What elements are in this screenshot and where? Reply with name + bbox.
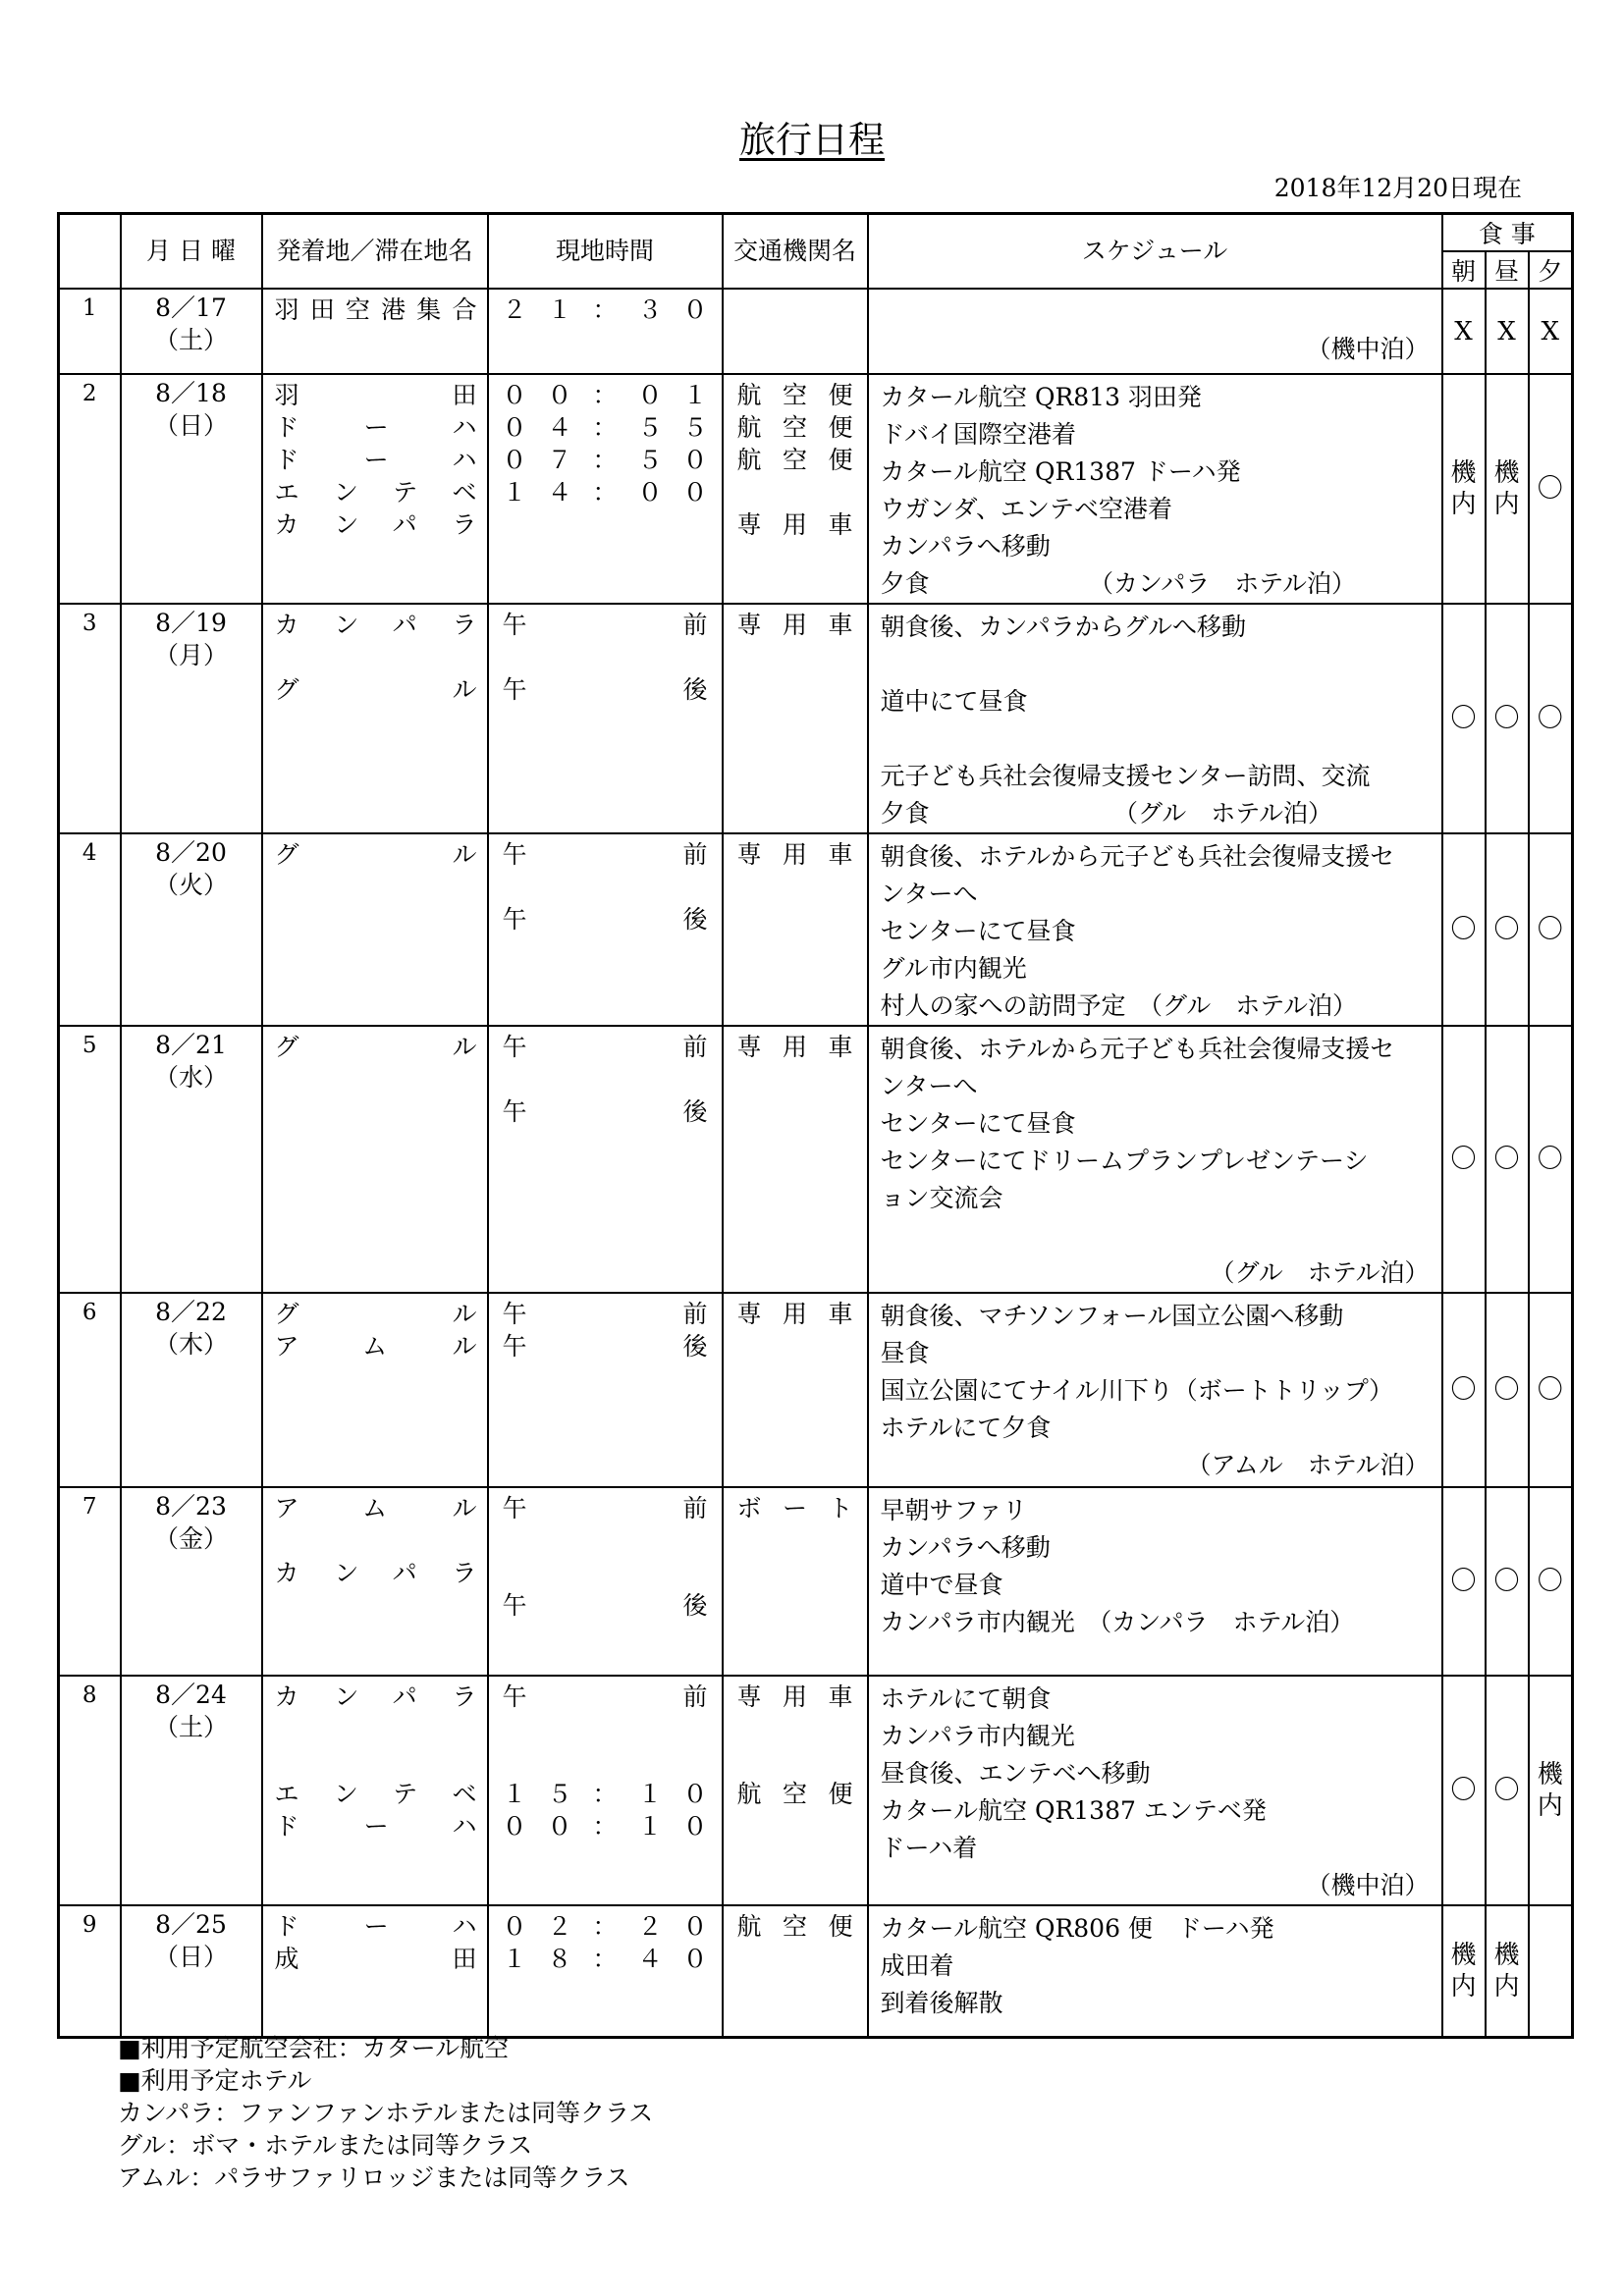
meal-lunch: 〇 [1486,604,1529,833]
transport-cell [723,1487,868,1676]
schedule-line [881,646,1430,683]
date-text: 8／25 [155,1910,227,1939]
place-line: カンパラ [274,510,477,539]
schedule-line: 昼食 [880,1339,930,1367]
day-number: 6 [59,1293,121,1487]
weekday-text: （金） [153,1524,228,1553]
time-line: ０２：２０ [502,1912,708,1941]
weekday-text: （木） [153,1330,228,1359]
transport-cell [723,374,868,604]
time-line [503,1557,708,1589]
schedule-line: ホテルにて朝食 [880,1684,1052,1713]
transport-line: 航空便 [736,1912,853,1941]
transport-line: 航空便 [736,413,853,442]
meal-dinner: X [1529,289,1573,374]
transport-cell [723,1905,868,2037]
transport-line: ボート [736,1494,853,1522]
meal-lunch: 〇 [1486,1293,1529,1487]
table-row [59,604,1573,833]
place-cell [262,1676,488,1905]
transport-line [737,1745,853,1778]
schedule-line: 朝食後、マチソンフォール国立公園へ移動 [880,1302,1344,1330]
meal-lunch: 〇 [1486,1487,1529,1676]
header-time: 現地時間 [488,214,723,290]
schedule-line: グル市内観光 [880,954,1027,983]
transport-line: 専用車 [736,840,853,869]
header-meals: 食 事 [1442,214,1573,252]
notes [118,2032,653,2194]
place-line: グル [274,1300,477,1328]
schedule-line: 夕食 （グル ホテル泊） [880,799,1333,828]
meal-lunch: 〇 [1486,833,1529,1026]
table-row [59,289,1573,374]
schedule-line: 昼食後、エンテベへ移動 [880,1759,1151,1788]
day-date [121,1905,262,2037]
itinerary-table [57,212,1574,2039]
time-line: 午後 [502,1591,708,1620]
transport-line [737,1713,853,1745]
time-cell [488,1905,723,2037]
time-cell [488,289,723,374]
header-breakfast: 朝 [1442,251,1486,289]
transport-cell [723,289,868,374]
place-cell [262,604,488,833]
schedule-line: 朝食後、ホテルから元子ども兵社会復帰支援セ [880,1035,1395,1063]
schedule-line: カンパラ市内観光 [880,1722,1075,1750]
schedule-line: ンターへ [880,1072,978,1100]
schedule-line: センターにてドリームプランプレゼンテーシ [880,1147,1369,1175]
meal-dinner: 〇 [1529,833,1573,1026]
page-title: 旅行日程 [739,119,885,161]
place-line: 羽田空港集合 [274,295,477,324]
place-line [275,1524,477,1557]
transport-cell [723,604,868,833]
day-date [121,374,262,604]
meal-lunch: X [1486,289,1529,374]
weekday-text: （火） [153,871,228,899]
meal-breakfast: 〇 [1442,1026,1486,1293]
schedule-line: 元子ども兵社会復帰支援センター訪問、交流 [880,762,1371,790]
weekday-text: （水） [153,1063,228,1092]
weekday-text: （土） [153,1713,228,1741]
day-number: 5 [59,1026,121,1293]
meal-dinner [1529,1905,1573,2037]
schedule-line: センターにて昼食 [880,917,1076,945]
time-line: 午後 [502,1332,708,1361]
time-cell [488,833,723,1026]
meal-dinner: 〇 [1529,1026,1573,1293]
note-hotel-amuru: アムル：パラサファリロッジまたは同等クラス [118,2163,630,2192]
transport-cell [723,1293,868,1487]
meal-breakfast: 〇 [1442,1293,1486,1487]
day-number: 3 [59,604,121,833]
day-number: 2 [59,374,121,604]
schedule-line: （グル ホテル泊） [1210,1258,1430,1287]
time-line: 午後 [502,905,708,934]
schedule-cell [868,289,1442,374]
day-number: 4 [59,833,121,1026]
table-row [59,1676,1573,1905]
schedule-cell [868,1026,1442,1293]
schedule-line: カンパラへ移動 [880,1533,1051,1562]
meal-lunch: 機内 [1486,374,1529,604]
place-cell [262,374,488,604]
schedule-line: ョン交流会 [880,1184,1003,1212]
transport-line: 航空便 [736,446,853,474]
schedule-line: カンパラ市内観光 （カンパラ ホテル泊） [880,1608,1355,1636]
table-row [59,1905,1573,2037]
schedule-line: 国立公園にてナイル川下り（ボートトリップ） [880,1376,1394,1405]
place-line: カンパラ [274,611,477,639]
schedule-line: ドバイ国際空港着 [880,420,1077,449]
day-number: 7 [59,1487,121,1676]
date-text: 8／19 [155,609,227,637]
time-line: 午後 [502,675,708,704]
place-line: エンテベ [274,1780,477,1808]
weekday-text: （日） [153,411,228,440]
schedule-line: センターにて昼食 [880,1109,1076,1138]
date-text: 8／17 [155,294,227,322]
note-hotel-kampala: カンパラ：ファンファンホテルまたは同等クラス [118,2099,654,2127]
date-text: 8／23 [155,1492,227,1521]
schedule-cell [868,604,1442,833]
time-line: 午後 [502,1097,708,1126]
meal-lunch: 〇 [1486,1676,1529,1905]
transport-line: 専用車 [736,1300,853,1328]
meal-dinner: 〇 [1529,1487,1573,1676]
meal-breakfast: 機内 [1442,1905,1486,2037]
schedule-line [881,294,1430,331]
transport-line: 航空便 [736,381,853,409]
schedule-cell [868,1293,1442,1487]
day-date [121,1676,262,1905]
time-line: ０７：５０ [502,446,708,474]
place-line: アムル [274,1332,477,1361]
time-line: 午前 [502,1494,708,1522]
schedule-cell [868,1676,1442,1905]
time-line: ００：１０ [502,1812,708,1841]
schedule-cell [868,1905,1442,2037]
date-text: 8／22 [155,1298,227,1326]
meal-breakfast: 〇 [1442,833,1486,1026]
table-row [59,1487,1573,1676]
schedule-line: （機中泊） [1306,1871,1430,1899]
day-date [121,289,262,374]
schedule-line: 村人の家への訪問予定 （グル ホテル泊） [880,991,1358,1020]
day-number: 1 [59,289,121,374]
place-line: グル [274,1033,477,1061]
day-date [121,833,262,1026]
place-line [275,1745,477,1778]
transport-line: 専用車 [736,611,853,639]
note-hotel-gulu: グル：ボマ・ホテルまたは同等クラス [118,2131,533,2160]
meal-breakfast: 〇 [1442,604,1486,833]
place-line: エンテベ [274,478,477,507]
transport-line [737,476,853,508]
schedule-line [881,721,1430,758]
meal-dinner: 機内 [1529,1676,1573,1905]
day-date [121,1487,262,1676]
table-row [59,1026,1573,1293]
schedule-cell [868,1487,1442,1676]
place-line: 羽田 [274,381,477,409]
place-line [275,1713,477,1745]
schedule-line: 早朝サファリ [880,1496,1028,1524]
schedule-line: 道中で昼食 [880,1571,1003,1599]
day-number: 8 [59,1676,121,1905]
place-line: アムル [274,1494,477,1522]
schedule-line: ドーハ着 [880,1834,978,1862]
time-cell [488,1487,723,1676]
itinerary-rows [59,289,1573,2037]
place-line: グル [274,675,477,704]
place-cell [262,1026,488,1293]
meal-dinner: 〇 [1529,374,1573,604]
place-line: グル [274,840,477,869]
transport-cell [723,1676,868,1905]
meal-breakfast: 〇 [1442,1676,1486,1905]
meal-breakfast: X [1442,289,1486,374]
place-cell [262,289,488,374]
date-text: 8／24 [155,1681,227,1709]
schedule-cell [868,374,1442,604]
time-line: 午前 [502,611,708,639]
transport-line: 専用車 [736,1033,853,1061]
time-line: ００：０１ [502,381,708,409]
place-line: ドーハ [274,413,477,442]
schedule-line: カタール航空 QR1387 エンテベ発 [880,1796,1267,1825]
day-date [121,604,262,833]
time-cell [488,1676,723,1905]
header-num [59,214,121,290]
header-schedule: スケジュール [868,214,1442,290]
header-date: 月 日 曜 [121,214,262,290]
table-row [59,833,1573,1026]
time-line: 午前 [502,1682,708,1711]
place-line [275,641,477,673]
time-line [503,871,708,903]
time-line [503,1524,708,1557]
header-transport: 交通機関名 [723,214,868,290]
table-row [59,374,1573,604]
place-cell [262,1905,488,2037]
place-cell [262,1487,488,1676]
schedule-cell [868,833,1442,1026]
schedule-line: カタール航空 QR806 便 ドーハ発 [880,1914,1274,1943]
schedule-line: 到着後解散 [880,1989,1003,2017]
place-line: カンパラ [274,1682,477,1711]
date-text: 8／18 [155,379,227,407]
time-line [503,1713,708,1745]
meal-breakfast: 機内 [1442,374,1486,604]
schedule-line: 朝食後、ホテルから元子ども兵社会復帰支援セ [880,842,1395,871]
time-line: ０４：５５ [502,413,708,442]
schedule-line: 成田着 [880,1951,954,1980]
time-cell [488,1026,723,1293]
meal-dinner: 〇 [1529,1293,1573,1487]
weekday-text: （土） [153,326,228,354]
header-place: 発着地／滞在地名 [262,214,488,290]
header-dinner: 夕 [1529,251,1573,289]
schedule-line: 道中にて昼食 [880,687,1028,716]
schedule-line: カタール航空 QR813 羽田発 [880,383,1202,411]
place-cell [262,833,488,1026]
transport-cell [723,833,868,1026]
as-of-date: 2018年12月20日現在 [1273,174,1522,202]
date-text: 8／20 [155,838,227,867]
meal-lunch: 〇 [1486,1026,1529,1293]
schedule-line: ホテルにて夕食 [880,1414,1052,1442]
schedule-line: カンパラへ移動 [880,532,1051,561]
transport-line: 専用車 [736,1682,853,1711]
transport-line: 航空便 [736,1780,853,1808]
schedule-line: ンターへ [880,880,978,908]
time-cell [488,1293,723,1487]
time-line: 午前 [502,840,708,869]
meal-breakfast: 〇 [1442,1487,1486,1676]
schedule-line: （アムル ホテル泊） [1186,1451,1430,1479]
place-line: ドーハ [274,1812,477,1841]
time-line: １８：４０ [502,1945,708,1973]
time-line: １５：１０ [502,1780,708,1808]
time-line [503,1745,708,1778]
transport-line [737,294,853,326]
time-cell [488,374,723,604]
schedule-line: 夕食 （カンパラ ホテル泊） [880,569,1357,598]
note-hotel-heading: ■利用予定ホテル [118,2066,312,2095]
time-line: 午前 [502,1033,708,1061]
note-airline: ■利用予定航空会社：カタール航空 [118,2034,510,2062]
day-date [121,1293,262,1487]
table-row [59,1293,1573,1487]
transport-cell [723,1026,868,1293]
schedule-line: ウガンダ、エンテベ空港着 [880,495,1173,523]
time-line [503,641,708,673]
schedule-line: 朝食後、カンパラからグルへ移動 [880,613,1247,641]
place-line: カンパラ [274,1559,477,1587]
time-line: ２１：３０ [502,295,708,324]
date-text: 8／21 [155,1031,227,1059]
time-line: １４：００ [502,478,708,507]
place-cell [262,1293,488,1487]
day-number: 9 [59,1905,121,2037]
schedule-line: カタール航空 QR1387 ドーハ発 [880,457,1241,486]
time-line [503,1063,708,1095]
meal-lunch: 機内 [1486,1905,1529,2037]
weekday-text: （月） [153,641,228,669]
weekday-text: （日） [153,1943,228,1971]
time-cell [488,604,723,833]
schedule-line: （機中泊） [1306,335,1430,363]
time-line: 午前 [502,1300,708,1328]
header-lunch: 昼 [1486,251,1529,289]
meal-dinner: 〇 [1529,604,1573,833]
place-line: ドーハ [274,1912,477,1941]
place-line: 成田 [274,1945,477,1973]
day-date [121,1026,262,1293]
place-line: ドーハ [274,446,477,474]
transport-line: 専用車 [736,510,853,539]
schedule-line [881,1217,1430,1255]
